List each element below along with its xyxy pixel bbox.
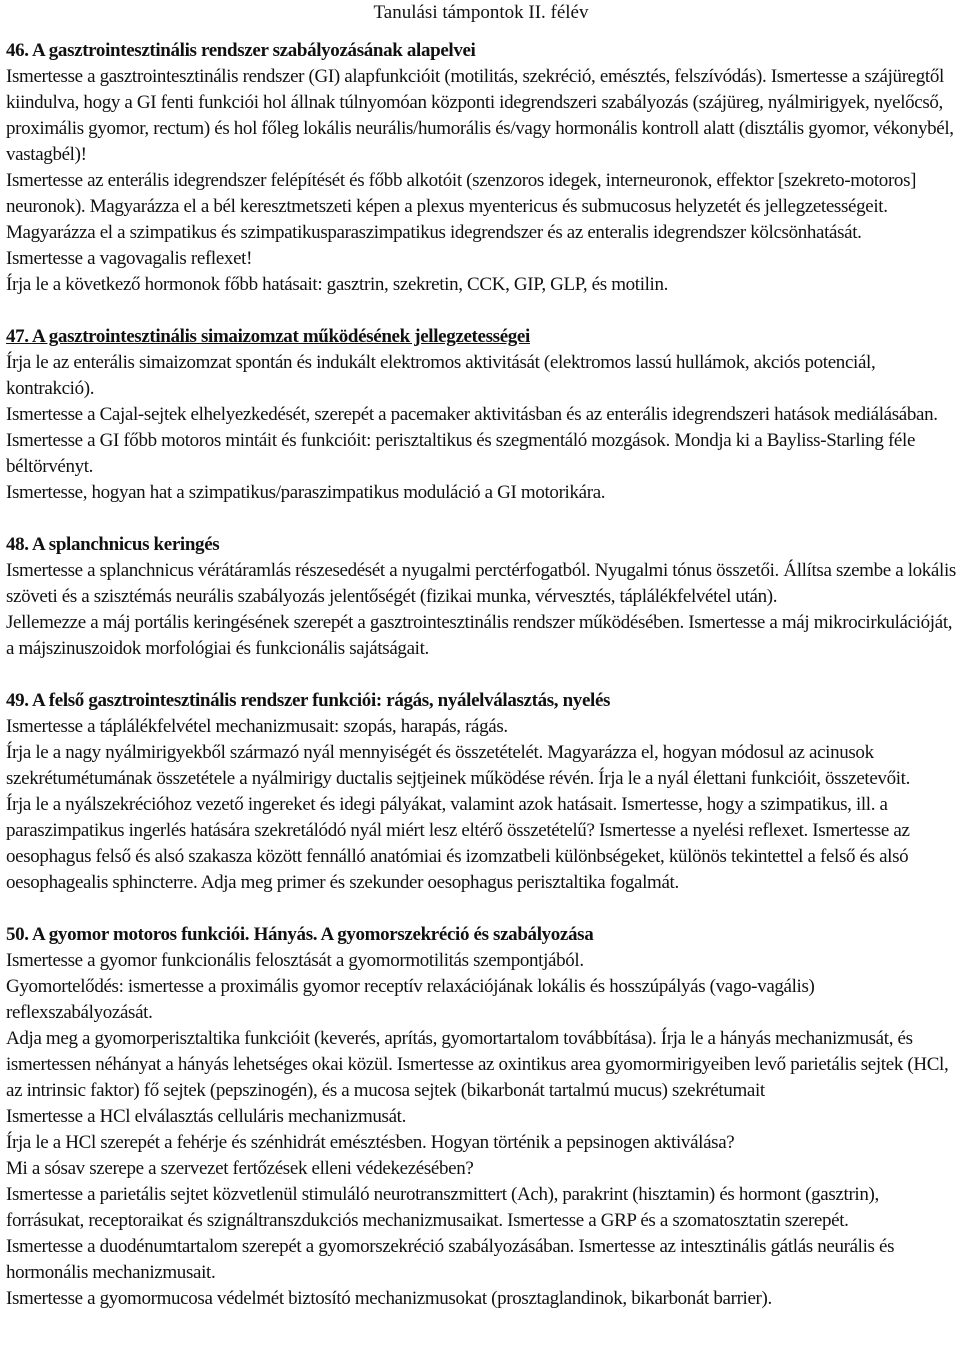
- document-page: [6, 0, 956, 1312]
- paragraph: Ismertesse az enterális idegrendszer felépítését és főbb alkotóit (szenzoros idegek, interneuronok, effektor [szekreto-motoros] neuronok). Magyarázza el a bél keresztmetszeti képen a plexus myentericus és submucosus helyzetét és jellegzetességeit.: [6, 170, 917, 217]
- section-50: [6, 922, 956, 1312]
- section-48: [6, 532, 956, 662]
- paragraph: Jellemezze a máj portális keringésének szerepét a gasztrointesztinális rendszer működésében. Ismertesse a máj mikrocirkulációját, a májszinuszoidok morfológiai és funkcionális sajátságait.: [6, 612, 953, 659]
- paragraph: Ismertesse a GI főbb motoros mintáit és funkcióit: perisztaltikus és szegmentáló mozgások. Mondja ki a Bayliss-Starling féle béltörvényt.: [6, 430, 916, 477]
- section-49: [6, 688, 956, 896]
- paragraph: Ismertesse a vagovagalis reflexet!: [6, 248, 253, 269]
- paragraph: Ismertesse a gyomor funkcionális felosztását a gyomormotilitás szempontjából.: [6, 950, 584, 971]
- section-title: 47. A gasztrointesztinális simaizomzat működésének jellegzetességei: [6, 326, 530, 347]
- paragraph: Ismertesse a Cajal-sejtek elhelyezkedését, szerepét a pacemaker aktivitásban és az enterális idegrendszeri hatások mediálásában.: [6, 404, 938, 425]
- paragraph: Írja le az enterális simaizomzat spontán és indukált elektromos aktivitását (elektromos lassú hullámok, akciós potenciál, kontrakció).: [6, 352, 876, 399]
- page-header: Tanulási támpontok II. félév: [373, 2, 589, 23]
- paragraph: Gyomortelődés: ismertesse a proximális gyomor receptív relaxációjának lokális és hosszúpályás (vago-vagális) reflexszabályozását.: [6, 976, 815, 1023]
- paragraph: Ismertesse a parietális sejtet közvetlenül stimuláló neurotranszmittert (Ach), parakrint (hisztamin) és hormont (gasztrin), forrásukat, receptoraikat és szignáltranszdukciós mechanizmusaikat. Ismertesse a GRP és a szomatosztatin szerepét.: [6, 1184, 879, 1231]
- section-46: [6, 38, 956, 298]
- section-title: 48. A splanchnicus keringés: [6, 534, 220, 555]
- paragraph: Ismertesse a HCl elválasztás celluláris mechanizmusát.: [6, 1106, 407, 1127]
- paragraph: Magyarázza el a szimpatikus és szimpatikusparaszimpatikus idegrendszer és az enteralis idegrendszer kölcsönhatását.: [6, 222, 862, 243]
- paragraph: Ismertesse, hogyan hat a szimpatikus/paraszimpatikus moduláció a GI motorikára.: [6, 482, 606, 503]
- paragraph: Mi a sósav szerepe a szervezet fertőzések elleni védekezésében?: [6, 1158, 474, 1179]
- paragraph: Ismertesse a gasztrointesztinális rendszer (GI) alapfunkcióit (motilitás, szekréció, emésztés, felszívódás). Ismertesse a szájüregtől kiindulva, hogy a GI fenti funkciói hol állnak túlnyomóan központi idegrendszeri szabályozás (szájüreg, nyálmirigyek, nyelőcső, proximális gyomor, rectum) és hol főleg lokális neurális/humorális és/vagy hormonális kontroll alatt (disztális gyomor, vékonybél, vastagbél)!: [6, 66, 954, 165]
- paragraph: Adja meg a gyomorperisztaltika funkcióit (keverés, aprítás, gyomortartalom továbbítása). Írja le a hányás mechanizmusát, és ismertessen néhányat a hányás lehetséges okai közül. Ismertesse az oxintikus area gyomormirigyeiben levő parietális sejtek (HCl, az intrinsic faktor) fő sejtek (pepszinogén), és a mucosa sejtek (bikarbonát tartalmú mucus) szekrétumait: [6, 1028, 949, 1101]
- section-title: 50. A gyomor motoros funkciói. Hányás. A gyomorszekréció és szabályozása: [6, 924, 594, 945]
- paragraph: Írja le a nagy nyálmirigyekből származó nyál mennyiségét és összetételét. Magyarázza el, hogyan módosul az acinusok szekrétumétumának összetétele a nyálmirigy ductalis sejtjeinek működése révén. Írja le a nyál élettani funkcióit, összetevőit.: [6, 742, 910, 789]
- paragraph: Írja le a HCl szerepét a fehérje és szénhidrát emésztésben. Hogyan történik a pepsinogen aktiválása?: [6, 1132, 735, 1153]
- paragraph: Írja le a következő hormonok főbb hatásait: gasztrin, szekretin, CCK, GIP, GLP, és motilin.: [6, 274, 669, 295]
- paragraph: Ismertesse a splanchnicus vérátáramlás részesedését a nyugalmi perctérfogatból. Nyugalmi tónus összetői. Állítsa szembe a lokális szöveti és a szisztémás neurális szabályozás jelentőségét (fizikai munka, vérvesztés, táplálékfelvétel után).: [6, 560, 956, 607]
- paragraph: Ismertesse a táplálékfelvétel mechanizmusait: szopás, harapás, rágás.: [6, 716, 508, 737]
- section-47: [6, 324, 956, 506]
- paragraph: Ismertesse a duodénumtartalom szerepét a gyomorszekréció szabályozásában. Ismertesse az intesztinális gátlás neurális és hormonális mechanizmusait.: [6, 1236, 895, 1283]
- paragraph: Ismertesse a gyomormucosa védelmét biztosító mechanizmusokat (prosztaglandinok, bikarbonát barrier).: [6, 1288, 772, 1309]
- section-title: 49. A felső gasztrointesztinális rendszer funkciói: rágás, nyálelválasztás, nyelés: [6, 690, 611, 711]
- paragraph: Írja le a nyálszekrécióhoz vezető ingereket és idegi pályákat, valamint azok hatásait. Ismertesse, hogy a szimpatikus, ill. a paraszimpatikus ingerlés hatására szekretálódó nyál miért lesz eltérő összetételű? Ismertesse a nyelési reflexet. Ismertesse az oesophagus felső és alsó szakasza között fennálló anatómiai és izomzatbeli különbségeket, különös tekintettel a felső és alsó oesophagealis sphincterre. Adja meg primer és szekunder oesophagus perisztaltika fogalmát.: [6, 794, 910, 893]
- section-title: 46. A gasztrointesztinális rendszer szabályozásának alapelvei: [6, 40, 476, 61]
